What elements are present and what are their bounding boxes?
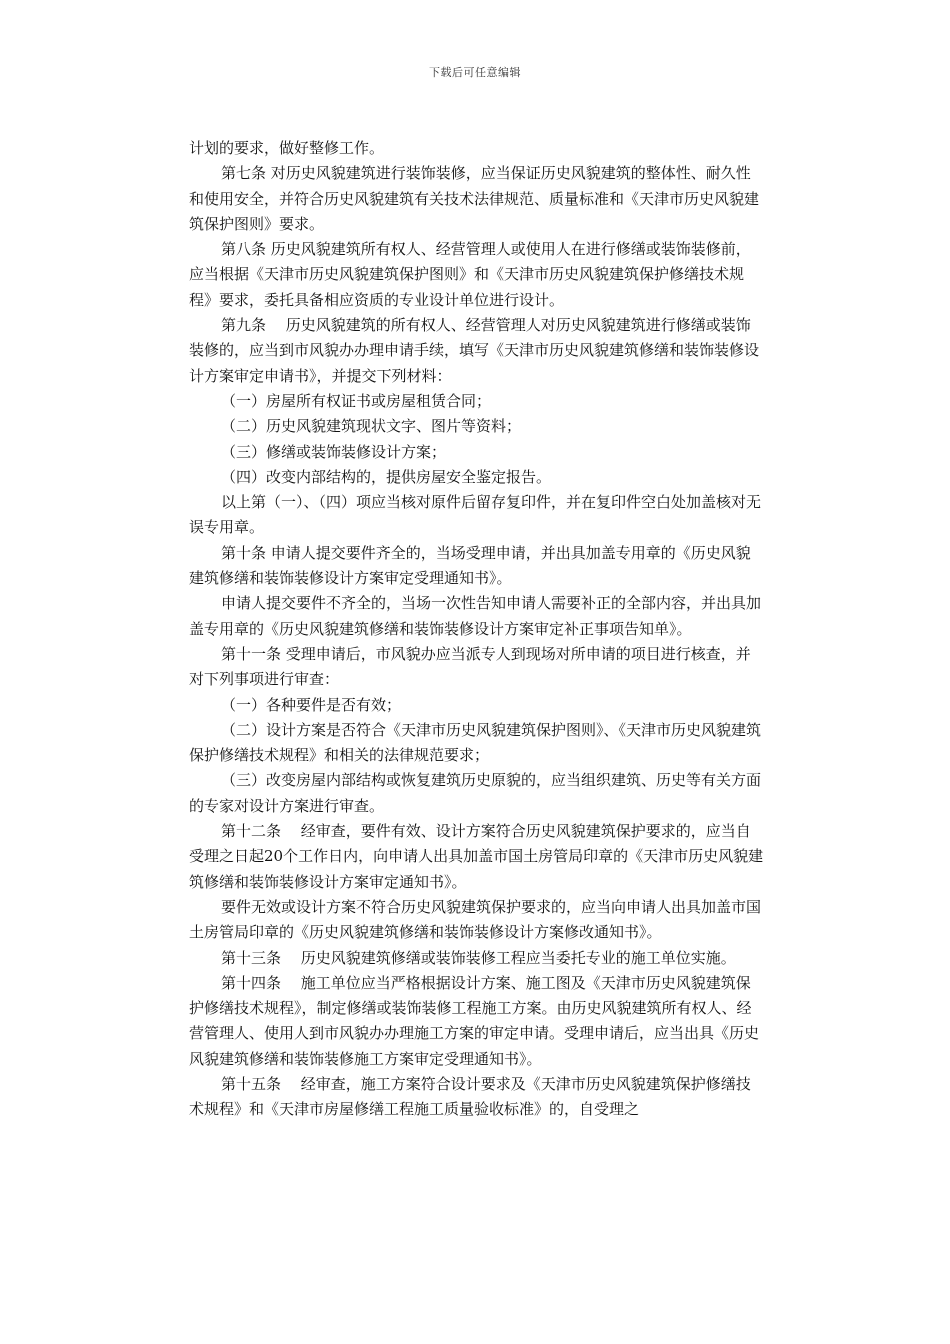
list-item: （三）改变房屋内部结构或恢复建筑历史原貌的，应当组织建筑、历史等有关方面的专家对设计方案进行审查。: [189, 771, 762, 815]
paragraph: 要件无效或设计方案不符合历史风貌建筑保护要求的，应当向申请人出具加盖市国土房管局印章的《历史风貌建筑修缮和装饰装修设计方案修改通知书》。: [189, 897, 762, 942]
article-8: 第八条 历史风貌建筑所有权人、经营管理人或使用人在进行修缮或装饰装修前，应当根据《天津市历史风貌建筑保护图则》和《天津市历史风貌建筑保护修缮技术规程》要求，委托具备相应资质的专业设计单位进行设计。: [189, 240, 751, 309]
article-10: 第十条 申请人提交要件齐全的，当场受理申请，并出具加盖专用章的《历史风貌建筑修缮和装饰装修设计方案审定受理通知书》。: [189, 543, 751, 588]
document-body: [189, 136, 764, 1123]
article-11: 第十一条 受理申请后，市风貌办应当派专人到现场对所申请的项目进行核查，并对下列事项进行审查：: [189, 644, 751, 689]
article-14: 第十四条 施工单位应当严格根据设计方案、施工图及《天津市历史风貌建筑保护修缮技术规程》，制定修缮或装饰装修工程施工方案。由历史风貌建筑所有权人、经营管理人、使用人到市风貌办办理施工方案的审定申请。受理申请后，应当出具《历史风貌建筑修缮和装饰装修施工方案审定受理通知书》。: [189, 973, 760, 1068]
list-item: （一）房屋所有权证书或房屋租赁合同；: [221, 391, 492, 410]
article-15: 第十五条 经审查，施工方案符合设计要求及《天津市历史风貌建筑保护修缮技术规程》和《天津市房屋修缮工程施工质量验收标准》的，自受理之: [189, 1074, 751, 1119]
list-item: （二）历史风貌建筑现状文字、图片等资料；: [221, 417, 522, 436]
article-13: 第十三条 历史风貌建筑修缮或装饰装修工程应当委托专业的施工单位实施。: [221, 948, 736, 967]
article-9: 第九条 历史风貌建筑的所有权人、经营管理人对历史风貌建筑进行修缮或装饰装修的，应当到市风貌办办理申请手续，填写《天津市历史风貌建筑修缮和装饰装修设计方案审定申请书》，并提交下列材料：: [189, 316, 760, 385]
paragraph: 申请人提交要件不齐全的，当场一次性告知申请人需要补正的全部内容，并出具加盖专用章的《历史风貌建筑修缮和装饰装修设计方案审定补正事项告知单》。: [189, 594, 762, 638]
article-12: 第十二条 经审查，要件有效、设计方案符合历史风貌建筑保护要求的，应当自受理之日起20个工作日内，向申请人出具加盖市国土房管局印章的《天津市历史风貌建筑修缮和装饰装修设计方案审定通知书》。: [189, 822, 764, 891]
list-item: （三）修缮或装饰装修设计方案；: [221, 442, 447, 461]
list-item: （二）设计方案是否符合《天津市历史风貌建筑保护图则》、《天津市历史风貌建筑保护修缮技术规程》和相关的法律规范要求；: [189, 720, 762, 765]
page-header: 下载后可任意编辑: [429, 66, 521, 79]
article-7: 第七条 对历史风貌建筑进行装饰装修，应当保证历史风貌建筑的整体性、耐久性和使用安全，并符合历史风貌建筑有关技术法律规范、质量标准和《天津市历史风貌建筑保护图则》要求。: [189, 164, 760, 233]
list-item: （四）改变内部结构的，提供房屋安全鉴定报告。: [221, 467, 552, 486]
list-item: （一）各种要件是否有效；: [221, 695, 402, 714]
paragraph: 以上第（一）、（四）项应当核对原件后留存复印件，并在复印件空白处加盖核对无误专用章。: [189, 493, 762, 537]
paragraph: 计划的要求，做好整修工作。: [189, 139, 385, 157]
